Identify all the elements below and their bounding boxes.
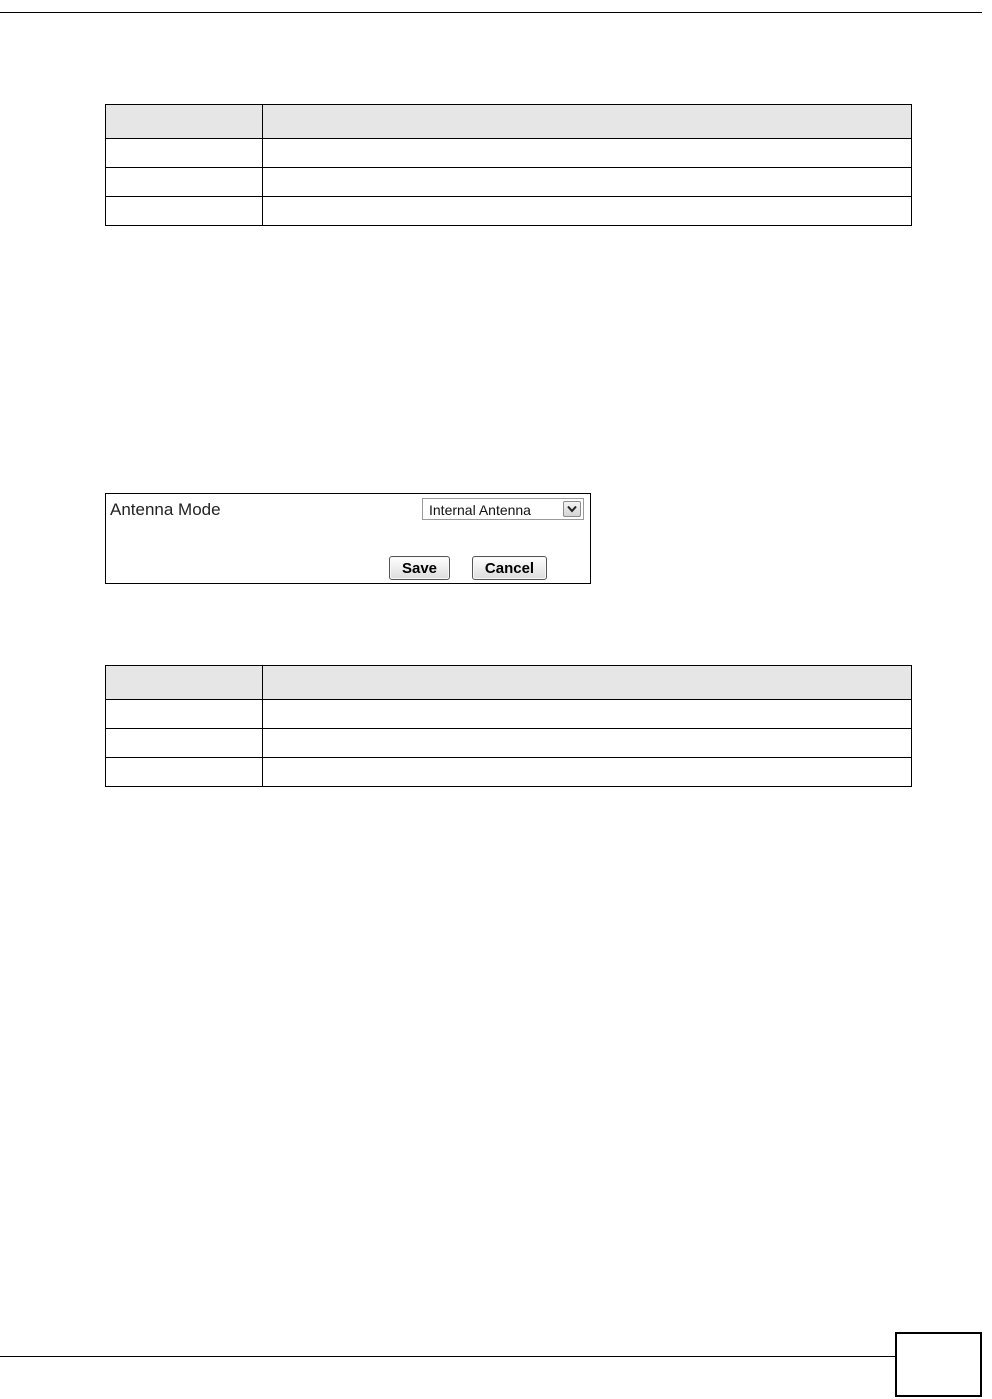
table-row <box>106 729 912 758</box>
table-header-row <box>106 105 912 139</box>
header-cell <box>263 666 912 700</box>
table-row <box>106 758 912 787</box>
table-cell <box>263 758 912 787</box>
table-cell <box>106 729 263 758</box>
table-cell <box>263 700 912 729</box>
header-rule <box>0 12 982 13</box>
table-cell <box>263 168 912 197</box>
reference-table-1 <box>105 104 912 226</box>
chevron-down-icon[interactable] <box>563 501 581 517</box>
antenna-mode-selected-value: Internal Antenna <box>429 502 531 518</box>
table-row <box>106 700 912 729</box>
table-cell <box>106 139 263 168</box>
page-number-box <box>895 1332 982 1397</box>
table-header-row <box>106 666 912 700</box>
cancel-button[interactable]: Cancel <box>472 556 547 580</box>
save-button[interactable]: Save <box>389 556 450 580</box>
table-cell <box>263 139 912 168</box>
header-cell <box>263 105 912 139</box>
table-row <box>106 139 912 168</box>
table-cell <box>263 197 912 226</box>
header-cell <box>106 666 263 700</box>
table-row <box>106 168 912 197</box>
antenna-mode-label: Antenna Mode <box>110 500 221 519</box>
reference-table-2 <box>105 665 912 787</box>
header-cell <box>106 105 263 139</box>
antenna-config-panel <box>105 493 591 584</box>
table-cell <box>106 758 263 787</box>
table-cell <box>106 197 263 226</box>
footer-rule <box>0 1356 895 1357</box>
table-cell <box>106 700 263 729</box>
table-row <box>106 197 912 226</box>
antenna-mode-select[interactable] <box>422 498 584 520</box>
table-cell <box>263 729 912 758</box>
table-cell <box>106 168 263 197</box>
